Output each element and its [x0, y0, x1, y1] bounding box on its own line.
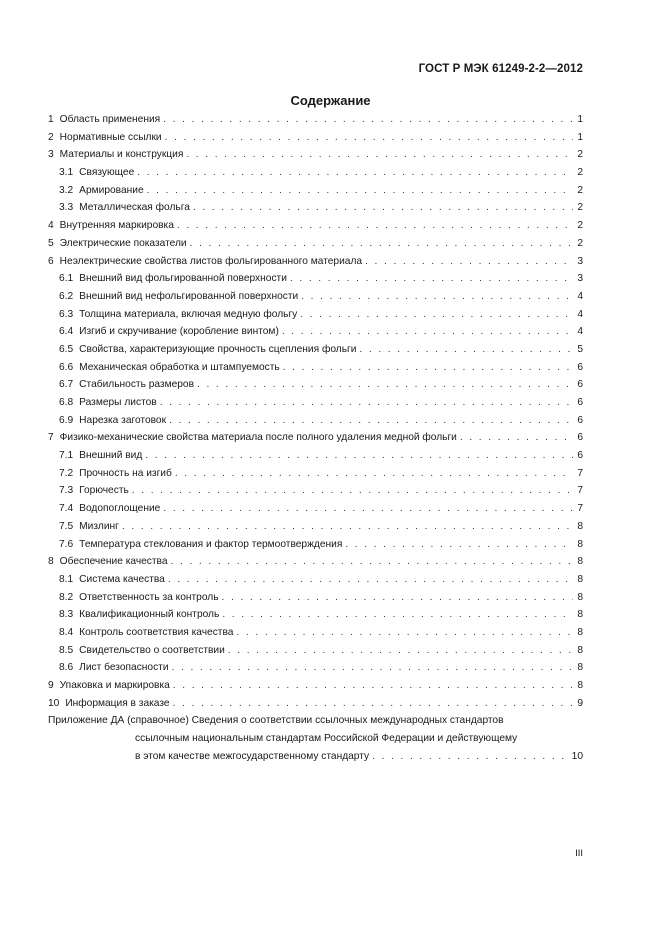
toc-entry-page: 7 [577, 485, 583, 497]
toc-entry-title: Обеспечение качества [59, 556, 168, 568]
toc-entry-number: 2 [48, 131, 54, 143]
toc-leader-dots [122, 518, 573, 536]
toc-leader-dots [171, 553, 573, 571]
toc-entry[interactable] [48, 306, 583, 324]
toc-entry-title: Прочность на изгиб [79, 467, 172, 479]
toc-entry-page: 2 [577, 184, 583, 196]
toc-leader-dots [137, 164, 573, 182]
toc-entry-page: 6 [577, 414, 583, 426]
toc-entry-page: 8 [577, 644, 583, 656]
toc-entry[interactable] [48, 199, 583, 217]
toc-entry-page: 6 [577, 432, 583, 444]
toc-entry-number: 8.5 [59, 644, 74, 656]
toc-entry-number: 6.1 [59, 273, 74, 285]
toc-entry-page: 2 [577, 149, 583, 161]
toc-entry-number: 7.5 [59, 520, 74, 532]
toc-entry-page: 3 [577, 255, 583, 267]
toc-entry-page: 6 [577, 450, 583, 462]
toc-entry[interactable] [48, 589, 583, 607]
toc-entry-number: 8.1 [59, 573, 74, 585]
toc-entry-number: 3 [48, 149, 54, 161]
toc-entry-title: Внутренняя маркировка [59, 220, 174, 232]
toc-entry-title: Упаковка и маркировка [59, 680, 170, 691]
toc-entry-title: Внешний вид фольгированной поверхности [79, 273, 287, 285]
toc-leader-dots [345, 536, 573, 554]
toc-leader-dots [283, 359, 573, 377]
toc-leader-dots [132, 482, 573, 500]
toc-entry-title: Свойства, характеризующие прочность сцепления фольги [79, 343, 357, 355]
toc-entry[interactable] [48, 182, 583, 200]
toc-entry-title: Материалы и конструкция [59, 149, 184, 161]
toc-entry[interactable] [48, 394, 583, 412]
toc-leader-dots [236, 624, 573, 642]
toc-entry-page: 2 [577, 237, 583, 249]
toc-entry-title: Система качества [79, 573, 165, 585]
annex-page-number: 10 [571, 750, 583, 762]
toc-entry-page: 7 [577, 467, 583, 479]
toc-entry-page: 4 [577, 326, 583, 338]
toc-entry-title: Толщина материала, включая медную фольгу [79, 308, 298, 320]
toc-entry[interactable] [48, 518, 583, 536]
toc-entry-number: 1 [48, 114, 54, 125]
toc-entry-title: Квалификационный контроль [79, 609, 220, 621]
toc-entry-title: Область применения [59, 114, 161, 125]
toc-entry-number: 7.1 [59, 450, 74, 462]
toc-entry-number: 6.8 [59, 397, 74, 408]
toc-entry[interactable] [48, 624, 583, 642]
toc-entry-title: Стабильность размеров [79, 379, 195, 391]
toc-entry-number: 7.3 [59, 485, 74, 497]
toc-entry-page: 8 [577, 573, 583, 585]
toc-entry-title: Электрические показатели [59, 237, 187, 249]
annex-title-line-1: Приложение ДА (справочное) Сведения о соответствии ссылочных международных стандартов [48, 715, 504, 727]
toc-entry-number: 8.2 [59, 591, 74, 603]
toc-entry-title: Внешний вид [79, 450, 143, 462]
toc-leader-dots [372, 748, 566, 766]
toc-entry[interactable] [48, 270, 583, 288]
toc-entry-page: 8 [577, 591, 583, 603]
toc-entry-number: 3.3 [59, 202, 74, 214]
annex-title-line-3: в этом качестве межгосударственному стандарту [135, 750, 370, 762]
toc-entry-number: 6.3 [59, 308, 74, 320]
toc-leader-dots [177, 217, 573, 235]
toc-entry-title: Металлическая фольга [79, 202, 190, 214]
toc-entry-number: 6.7 [59, 379, 74, 391]
toc-leader-dots [173, 695, 573, 713]
toc-leader-dots [193, 199, 573, 217]
toc-entry-title: Свидетельство о соответствии [79, 644, 225, 656]
toc-leader-dots [173, 677, 573, 695]
toc-entry-title: Размеры листов [79, 397, 157, 408]
page-number: III [575, 848, 583, 859]
toc-entry-page: 8 [577, 538, 583, 550]
toc-leader-dots [163, 111, 573, 129]
toc-entry-page: 4 [577, 290, 583, 302]
toc-entry-title: Нормативные ссылки [59, 131, 162, 143]
toc-entry-number: 8.4 [59, 626, 74, 638]
toc-entry-number: 6.6 [59, 361, 74, 373]
toc-entry-title: Водопоглощение [79, 503, 161, 515]
toc-entry-number: 7 [48, 432, 54, 444]
toc-entry-page: 7 [577, 503, 583, 515]
toc-entry[interactable] [48, 412, 583, 430]
toc-entry-number: 8 [48, 556, 54, 568]
toc-entry-page: 8 [577, 626, 583, 638]
toc-entry-page: 2 [577, 220, 583, 232]
toc-leader-dots [228, 642, 573, 660]
toc-entry-page: 6 [577, 379, 583, 391]
toc-entry-title: Изгиб и скручивание (коробление винтом) [79, 326, 279, 338]
toc-leader-dots [147, 182, 573, 200]
toc-leader-dots [300, 306, 573, 324]
toc-leader-dots [186, 146, 573, 164]
toc-entry[interactable] [48, 695, 583, 713]
toc-entry[interactable] [48, 288, 583, 306]
toc-leader-dots [169, 412, 573, 430]
toc-entry-page: 8 [577, 662, 583, 674]
toc-leader-dots [160, 394, 573, 412]
toc-entry-number: 10 [48, 697, 60, 709]
toc-entry-page: 6 [577, 361, 583, 373]
toc-entry[interactable] [48, 482, 583, 500]
toc-entry[interactable] [48, 146, 583, 164]
toc-entry-number: 9 [48, 680, 54, 691]
toc-entry-number: 3.2 [59, 184, 74, 196]
toc-entry-number: 7.2 [59, 467, 74, 479]
toc-annex-entry[interactable] [48, 712, 583, 765]
toc-entry-title: Внешний вид нефольгированной поверхности [79, 290, 299, 302]
document-code: ГОСТ Р МЭК 61249-2-2—2012 [418, 63, 583, 75]
toc-entry-title: Армирование [79, 184, 144, 196]
toc-entry[interactable] [48, 553, 583, 571]
annex-title-line-3-row [48, 748, 583, 766]
toc-entry-page: 5 [577, 343, 583, 355]
toc-entry-title: Лист безопасности [79, 662, 169, 674]
toc-entry-title: Информация в заказе [65, 697, 170, 709]
toc-entry[interactable] [48, 500, 583, 518]
toc-leader-dots [222, 606, 573, 624]
toc-entry-page: 9 [577, 697, 583, 709]
toc-entry-number: 8.3 [59, 609, 74, 621]
toc-entry-title: Неэлектрические свойства листов фольгированного материала [59, 255, 363, 267]
toc-entry-number: 5 [48, 237, 54, 249]
toc-entry-title: Физико-механические свойства материала после полного удаления медной фольги [59, 432, 457, 444]
toc-entry-page: 8 [577, 520, 583, 532]
toc-leader-dots [168, 571, 573, 589]
toc-entry[interactable] [48, 164, 583, 182]
toc-entry-number: 6.4 [59, 326, 74, 338]
toc-entry[interactable] [48, 376, 583, 394]
toc-entry[interactable] [48, 571, 583, 589]
toc-leader-dots [290, 270, 573, 288]
toc-entry-page: 8 [577, 680, 583, 691]
toc-entries [48, 111, 583, 712]
toc-entry-title: Мизлинг [79, 520, 119, 532]
toc-entry-page: 4 [577, 308, 583, 320]
toc-leader-dots [301, 288, 573, 306]
toc-leader-dots [359, 341, 573, 359]
toc-leader-dots [282, 323, 573, 341]
toc-entry-title: Нарезка заготовок [79, 414, 167, 426]
toc-entry[interactable] [48, 536, 583, 554]
toc-entry-number: 4 [48, 220, 54, 232]
toc-leader-dots [365, 253, 573, 271]
table-of-contents [48, 111, 583, 765]
toc-entry-title: Температура стеклования и фактор термоотверждения [79, 538, 343, 550]
toc-entry-page: 8 [577, 556, 583, 568]
toc-leader-dots [222, 589, 573, 607]
toc-leader-dots [172, 659, 573, 677]
toc-entry[interactable] [48, 217, 583, 235]
toc-entry[interactable] [48, 429, 583, 447]
toc-entry[interactable] [48, 111, 583, 129]
toc-entry[interactable] [48, 447, 583, 465]
toc-entry[interactable] [48, 677, 583, 695]
annex-title-line-2: ссылочным национальным стандартам Российской Федерации и действующему [135, 733, 518, 745]
toc-entry-number: 7.6 [59, 538, 74, 550]
toc-leader-dots [197, 376, 573, 394]
toc-entry-number: 6.2 [59, 290, 74, 302]
toc-entry[interactable] [48, 253, 583, 271]
toc-entry[interactable] [48, 659, 583, 677]
toc-entry-title: Механическая обработка и штампуемость [79, 361, 280, 373]
toc-entry-page: 8 [577, 609, 583, 621]
toc-entry[interactable] [48, 359, 583, 377]
toc-entry-number: 6 [48, 255, 54, 267]
toc-leader-dots [460, 429, 573, 447]
toc-leader-dots [145, 447, 573, 465]
toc-entry-title: Связующее [79, 167, 135, 179]
toc-entry-page: 3 [577, 273, 583, 285]
toc-entry[interactable] [48, 341, 583, 359]
toc-entry-number: 6.5 [59, 343, 74, 355]
toc-leader-dots [165, 129, 573, 147]
toc-entry-number: 7.4 [59, 503, 74, 515]
toc-entry-number: 3.1 [59, 167, 74, 179]
toc-entry-number: 8.6 [59, 662, 74, 674]
toc-entry-title: Ответственность за контроль [79, 591, 219, 603]
toc-entry[interactable] [48, 129, 583, 147]
toc-entry[interactable] [48, 465, 583, 483]
toc-leader-dots [163, 500, 573, 518]
toc-title: Содержание [290, 93, 371, 108]
toc-entry-page: 2 [577, 167, 583, 179]
toc-entry[interactable] [48, 323, 583, 341]
toc-entry-page: 1 [577, 131, 583, 143]
toc-entry[interactable] [48, 642, 583, 660]
toc-entry-title: Контроль соответствия качества [79, 626, 234, 638]
toc-leader-dots [190, 235, 573, 253]
toc-entry-page: 6 [577, 397, 583, 408]
toc-entry-title: Горючесть [79, 485, 129, 497]
toc-entry[interactable] [48, 235, 583, 253]
toc-entry[interactable] [48, 606, 583, 624]
toc-entry-number: 6.9 [59, 414, 74, 426]
toc-entry-page: 2 [577, 202, 583, 214]
toc-entry-page: 1 [577, 114, 583, 125]
toc-leader-dots [175, 465, 573, 483]
